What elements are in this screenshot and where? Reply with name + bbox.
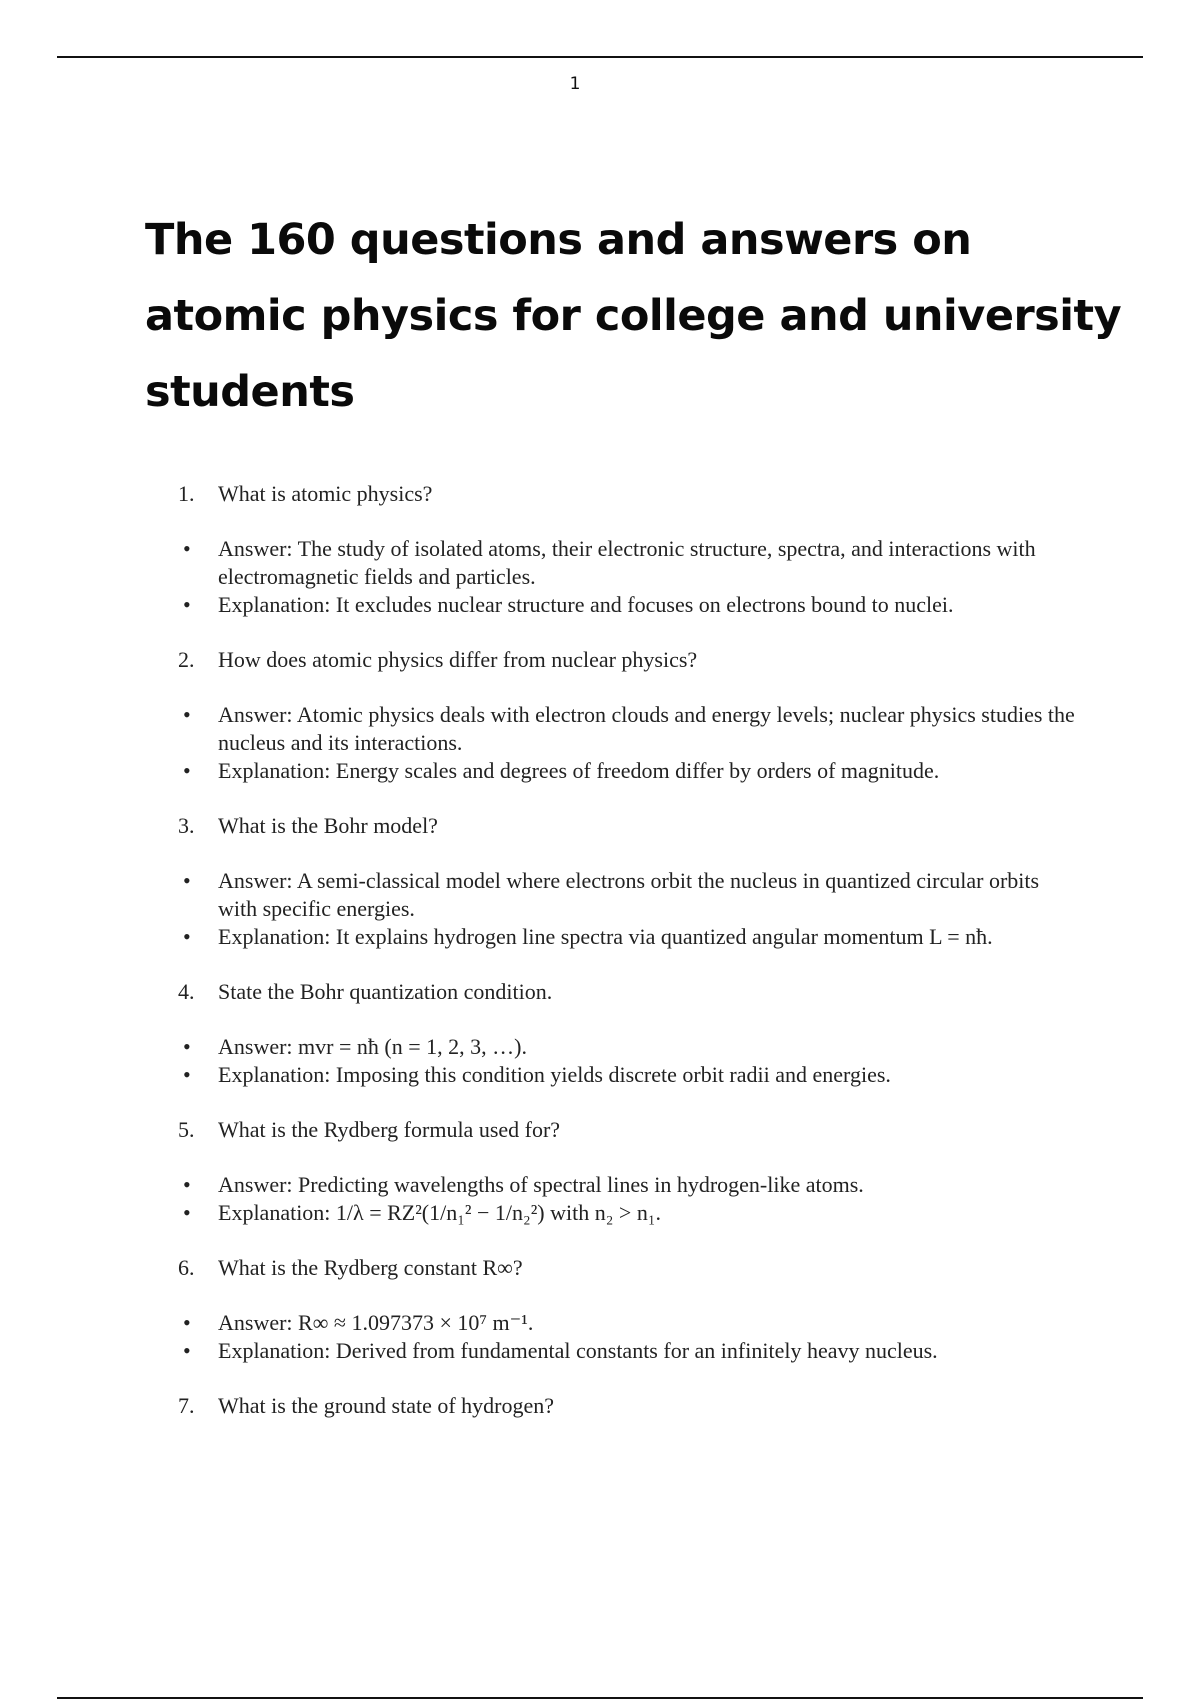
question [178,1116,1078,1144]
explanation-text: Explanation: It explains hydrogen line spectra via quantized angular momentum L = nħ. [218,924,993,949]
question-number: 3. [178,813,195,838]
answer-item [178,701,1078,757]
question [178,1392,1078,1420]
answer-item [178,867,1078,923]
answer-list [178,867,1078,951]
bullet-icon: • [183,1310,191,1335]
question [178,978,1078,1006]
bullet-icon: • [183,1172,191,1197]
answer-list [178,1171,1078,1227]
bullet-icon: • [183,1062,191,1087]
answer-text: Answer: Atomic physics deals with electron clouds and energy levels; nuclear physics studies the nucleus and its interactions. [218,702,1075,755]
answer-item [178,535,1078,591]
question-text: What is the Rydberg formula used for? [218,1117,561,1142]
document-title: The 160 questions and answers on atomic physics for college and university students [145,215,1122,417]
explanation-item [178,1061,1078,1089]
answer-item [178,1171,1078,1199]
question-text: What is the ground state of hydrogen? [218,1393,555,1418]
bullet-icon: • [183,592,191,617]
explanation-text: Explanation: 1/λ = RZ²(1/n₁² − 1/n₂²) with n₂ > n₁. [218,1200,661,1225]
explanation-item [178,1337,1078,1365]
answer-item [178,1309,1078,1337]
answer-text: Answer: R∞ ≈ 1.097373 × 10⁷ m⁻¹. [218,1310,534,1335]
bullet-icon: • [183,924,191,949]
bullet-icon: • [183,702,191,727]
answer-item [178,1033,1078,1061]
question [178,480,1078,508]
question-text: What is the Rydberg constant R∞? [218,1255,523,1280]
answer-text: Answer: Predicting wavelengths of spectral lines in hydrogen-like atoms. [218,1172,864,1197]
bullet-icon: • [183,536,191,561]
answer-list [178,701,1078,785]
question-text: What is the Bohr model? [218,813,438,838]
question-number: 6. [178,1255,195,1280]
header-rule [57,56,1143,58]
question-number: 1. [178,481,195,506]
answer-text: Answer: The study of isolated atoms, their electronic structure, spectra, and interactions with electromagnetic fields and particles. [218,536,1036,589]
explanation-item [178,1199,1078,1227]
question-number: 7. [178,1393,195,1418]
explanation-item [178,757,1078,785]
explanation-item [178,923,1078,951]
question-text: What is atomic physics? [218,481,433,506]
question-text: How does atomic physics differ from nuclear physics? [218,647,698,672]
question [178,646,1078,674]
answer-list [178,1309,1078,1365]
bullet-icon: • [183,1338,191,1363]
page-number: 1 [569,74,581,94]
explanation-text: Explanation: It excludes nuclear structure and focuses on electrons bound to nuclei. [218,592,954,617]
answer-list [178,535,1078,619]
question [178,1254,1078,1282]
bullet-icon: • [183,1034,191,1059]
bullet-icon: • [183,1200,191,1225]
question-number: 2. [178,647,195,672]
qa-list [178,480,1078,1447]
question-number: 4. [178,979,195,1004]
footer-rule [57,1697,1143,1699]
answer-text: Answer: mvr = nħ (n = 1, 2, 3, …). [218,1034,527,1059]
question-text: State the Bohr quantization condition. [218,979,553,1004]
question [178,812,1078,840]
bullet-icon: • [183,758,191,783]
answer-text: Answer: A semi-classical model where electrons orbit the nucleus in quantized circular orbits with specific energies. [218,868,1040,921]
explanation-text: Explanation: Energy scales and degrees of freedom differ by orders of magnitude. [218,758,940,783]
bullet-icon: • [183,868,191,893]
explanation-text: Explanation: Imposing this condition yields discrete orbit radii and energies. [218,1062,891,1087]
answer-list [178,1033,1078,1089]
explanation-item [178,591,1078,619]
question-number: 5. [178,1117,195,1142]
explanation-text: Explanation: Derived from fundamental constants for an infinitely heavy nucleus. [218,1338,938,1363]
